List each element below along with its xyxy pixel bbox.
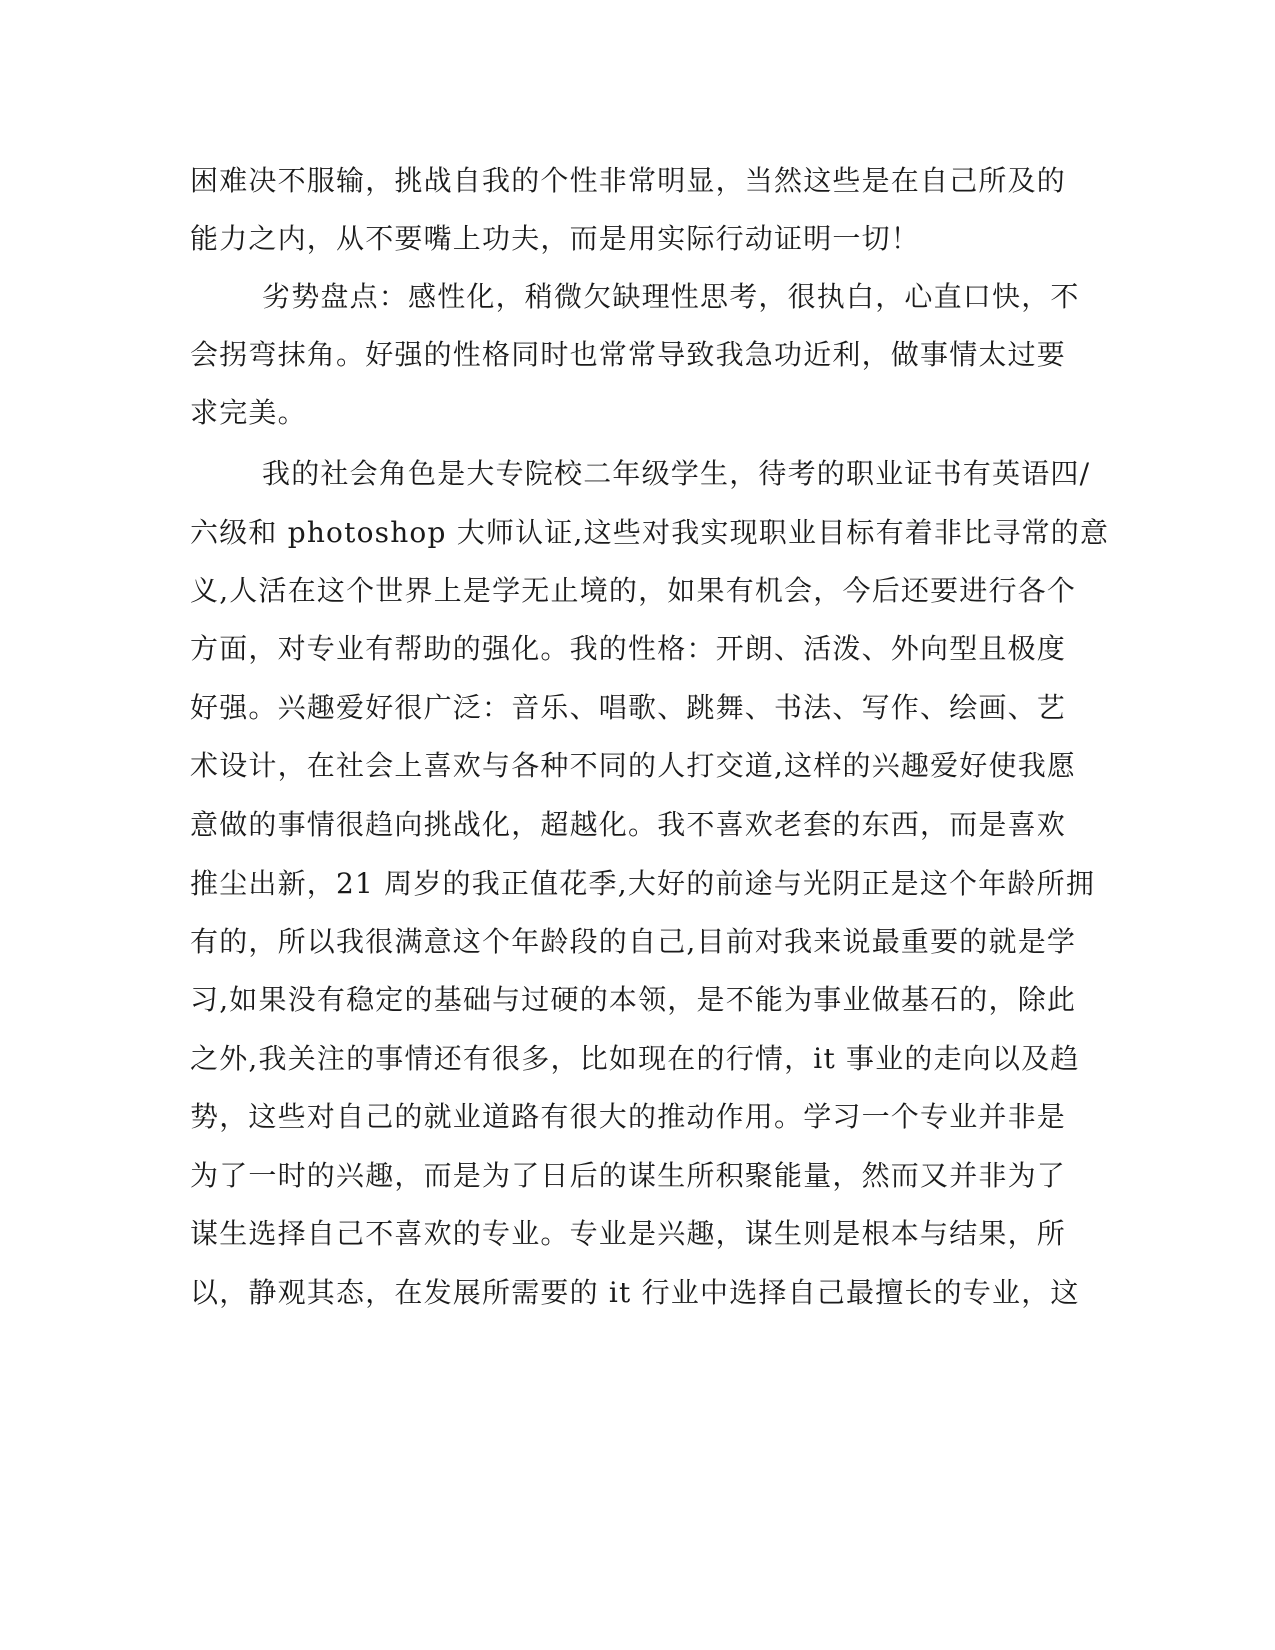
text-line: 方面，对专业有帮助的强化。我的性格：开朗、活泼、外向型且极度 <box>190 632 1067 665</box>
paragraph-first-line: 我的社会角色是大专院校二年级学生，待考的职业证书有英语四/ <box>262 457 1091 490</box>
text-line: 势，这些对自己的就业道路有很大的推动作用。学习一个专业并非是 <box>190 1100 1067 1133</box>
text-line: 能力之内，从不要嘴上功夫，而是用实际行动证明一切！ <box>190 222 921 255</box>
text-line: 为了一时的兴趣，而是为了日后的谋生所积聚能量，然而又并非为了 <box>190 1159 1067 1192</box>
text-line: 义,人活在这个世界上是学无止境的，如果有机会，今后还要进行各个 <box>190 574 1077 607</box>
text-line: 推尘出新，21 周岁的我正值花季,大好的前途与光阴正是这个年龄所拥 <box>190 867 1096 900</box>
text-line: 好强。兴趣爱好很广泛：音乐、唱歌、跳舞、书法、写作、绘画、艺 <box>190 691 1067 724</box>
text-line: 意做的事情很趋向挑战化，超越化。我不喜欢老套的东西，而是喜欢 <box>190 808 1067 841</box>
text-line: 习,如果没有稳定的基础与过硬的本领，是不能为事业做基石的，除此 <box>190 983 1077 1016</box>
text-line: 会拐弯抹角。好强的性格同时也常常导致我急功近利，做事情太过要 <box>190 338 1067 371</box>
text-line: 之外,我关注的事情还有很多，比如现在的行情，it 事业的走向以及趋 <box>190 1042 1080 1075</box>
text-line: 以，静观其态，在发展所需要的 it 行业中选择自己最擅长的专业，这 <box>190 1276 1080 1309</box>
text-line: 六级和 photoshop 大师认证,这些对我实现职业目标有着非比寻常的意 <box>190 516 1110 549</box>
text-line: 求完美。 <box>190 396 307 429</box>
paragraph-first-line: 劣势盘点：感性化，稍微欠缺理性思考，很执白，心直口快，不 <box>262 280 1080 313</box>
text-line: 困难决不服输，挑战自我的个性非常明显，当然这些是在自己所及的 <box>190 164 1067 197</box>
text-line: 术设计，在社会上喜欢与各种不同的人打交道,这样的兴趣爱好使我愿 <box>190 749 1077 782</box>
text-line: 有的，所以我很满意这个年龄段的自己,目前对我来说最重要的就是学 <box>190 925 1077 958</box>
text-line: 谋生选择自己不喜欢的专业。专业是兴趣，谋生则是根本与结果，所 <box>190 1217 1067 1250</box>
